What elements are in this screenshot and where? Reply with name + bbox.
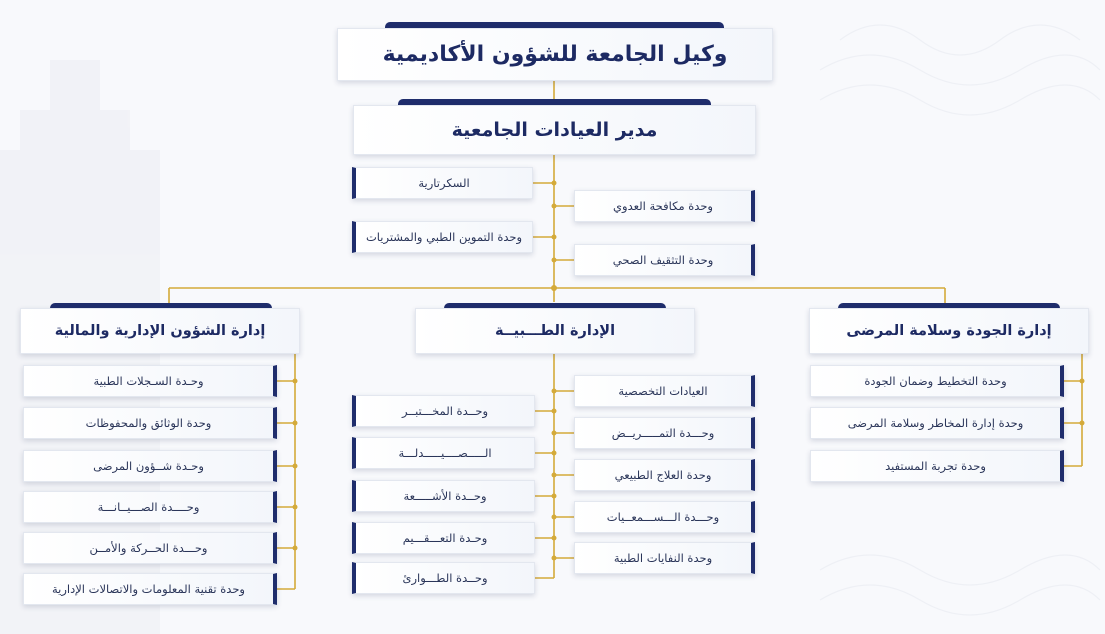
director-box bbox=[353, 105, 756, 155]
medical-unit-label: الـــــصــــيـــــدلـــة bbox=[398, 446, 492, 460]
medical-unit bbox=[352, 437, 535, 469]
staff-unit-label: السكرتارية bbox=[418, 176, 470, 190]
staff-unit-secretariat bbox=[352, 167, 533, 199]
admin-unit-label: وحــــدة الصـــيــانـــة bbox=[97, 500, 200, 514]
medical-unit-label: وحـــدة الـــســـمعــيات bbox=[606, 510, 720, 524]
admin-unit-label: وحدة تقنية المعلومات والاتصالات الإدارية bbox=[52, 582, 245, 596]
medical-unit bbox=[352, 480, 535, 512]
medical-unit bbox=[352, 395, 535, 427]
quality-dept-title: إدارة الجودة وسلامة المرضى bbox=[846, 323, 1052, 339]
medical-unit-label: وحــدة الطـــوارئ bbox=[402, 571, 488, 585]
admin-dept-title: إدارة الشؤون الإدارية والمالية bbox=[54, 323, 266, 339]
staff-unit-supply bbox=[352, 221, 533, 253]
staff-unit-label: وحدة التثقيف الصحي bbox=[612, 253, 714, 267]
medical-unit-label: وحـدة التعـــقـــيم bbox=[402, 531, 488, 545]
admin-unit-label: وحدة الوثائق والمحفوظات bbox=[85, 416, 212, 430]
quality-unit-label: وحدة تجربة المستفيد bbox=[885, 459, 986, 473]
admin-unit-label: وحـــدة الحــركة والأمــن bbox=[89, 541, 208, 555]
medical-unit-label: وحــدة المخـــتبــر bbox=[401, 404, 489, 418]
quality-unit bbox=[810, 450, 1064, 482]
admin-dept-box bbox=[20, 308, 300, 354]
title-box bbox=[337, 28, 773, 81]
medical-unit bbox=[574, 417, 755, 449]
title-text: وكيل الجامعة للشؤون الأكاديمية bbox=[382, 42, 728, 67]
medical-unit-label: وحــدة الأشـــــعة bbox=[403, 489, 487, 503]
medical-unit bbox=[352, 522, 535, 554]
medical-unit bbox=[574, 501, 755, 533]
medical-unit-label: وحـــدة التمـــــريــض bbox=[611, 426, 715, 440]
quality-dept-box bbox=[809, 308, 1089, 354]
quality-unit-label: وحدة إدارة المخاطر وسلامة المرضى bbox=[847, 416, 1024, 430]
medical-unit bbox=[352, 562, 535, 594]
quality-unit bbox=[810, 365, 1064, 397]
admin-unit-label: وحـدة شــؤون المرضى bbox=[93, 459, 204, 473]
medical-unit bbox=[574, 542, 755, 574]
medical-dept-box bbox=[415, 308, 695, 354]
staff-unit-infection bbox=[574, 190, 755, 222]
admin-unit bbox=[23, 573, 277, 605]
quality-unit-label: وحدة التخطيط وضمان الجودة bbox=[864, 374, 1007, 388]
admin-unit bbox=[23, 532, 277, 564]
staff-unit-label: وحدة التموين الطبي والمشتريات bbox=[365, 230, 523, 244]
medical-dept-title: الإدارة الطـــبيــة bbox=[494, 323, 616, 339]
admin-unit-label: وحـدة السـجلات الطبية bbox=[93, 374, 204, 388]
admin-unit bbox=[23, 491, 277, 523]
quality-unit bbox=[810, 407, 1064, 439]
admin-unit bbox=[23, 407, 277, 439]
medical-unit bbox=[574, 459, 755, 491]
staff-unit-health-education bbox=[574, 244, 755, 276]
medical-unit bbox=[574, 375, 755, 407]
staff-unit-label: وحدة مكافحة العدوي bbox=[613, 199, 713, 213]
director-text: مدير العيادات الجامعية bbox=[451, 119, 658, 141]
medical-unit-label: العيادات التخصصية bbox=[618, 384, 708, 398]
admin-unit bbox=[23, 450, 277, 482]
medical-unit-label: وحدة العلاج الطبيعي bbox=[614, 468, 712, 482]
medical-unit-label: وحدة النفايات الطبية bbox=[613, 551, 713, 565]
admin-unit bbox=[23, 365, 277, 397]
